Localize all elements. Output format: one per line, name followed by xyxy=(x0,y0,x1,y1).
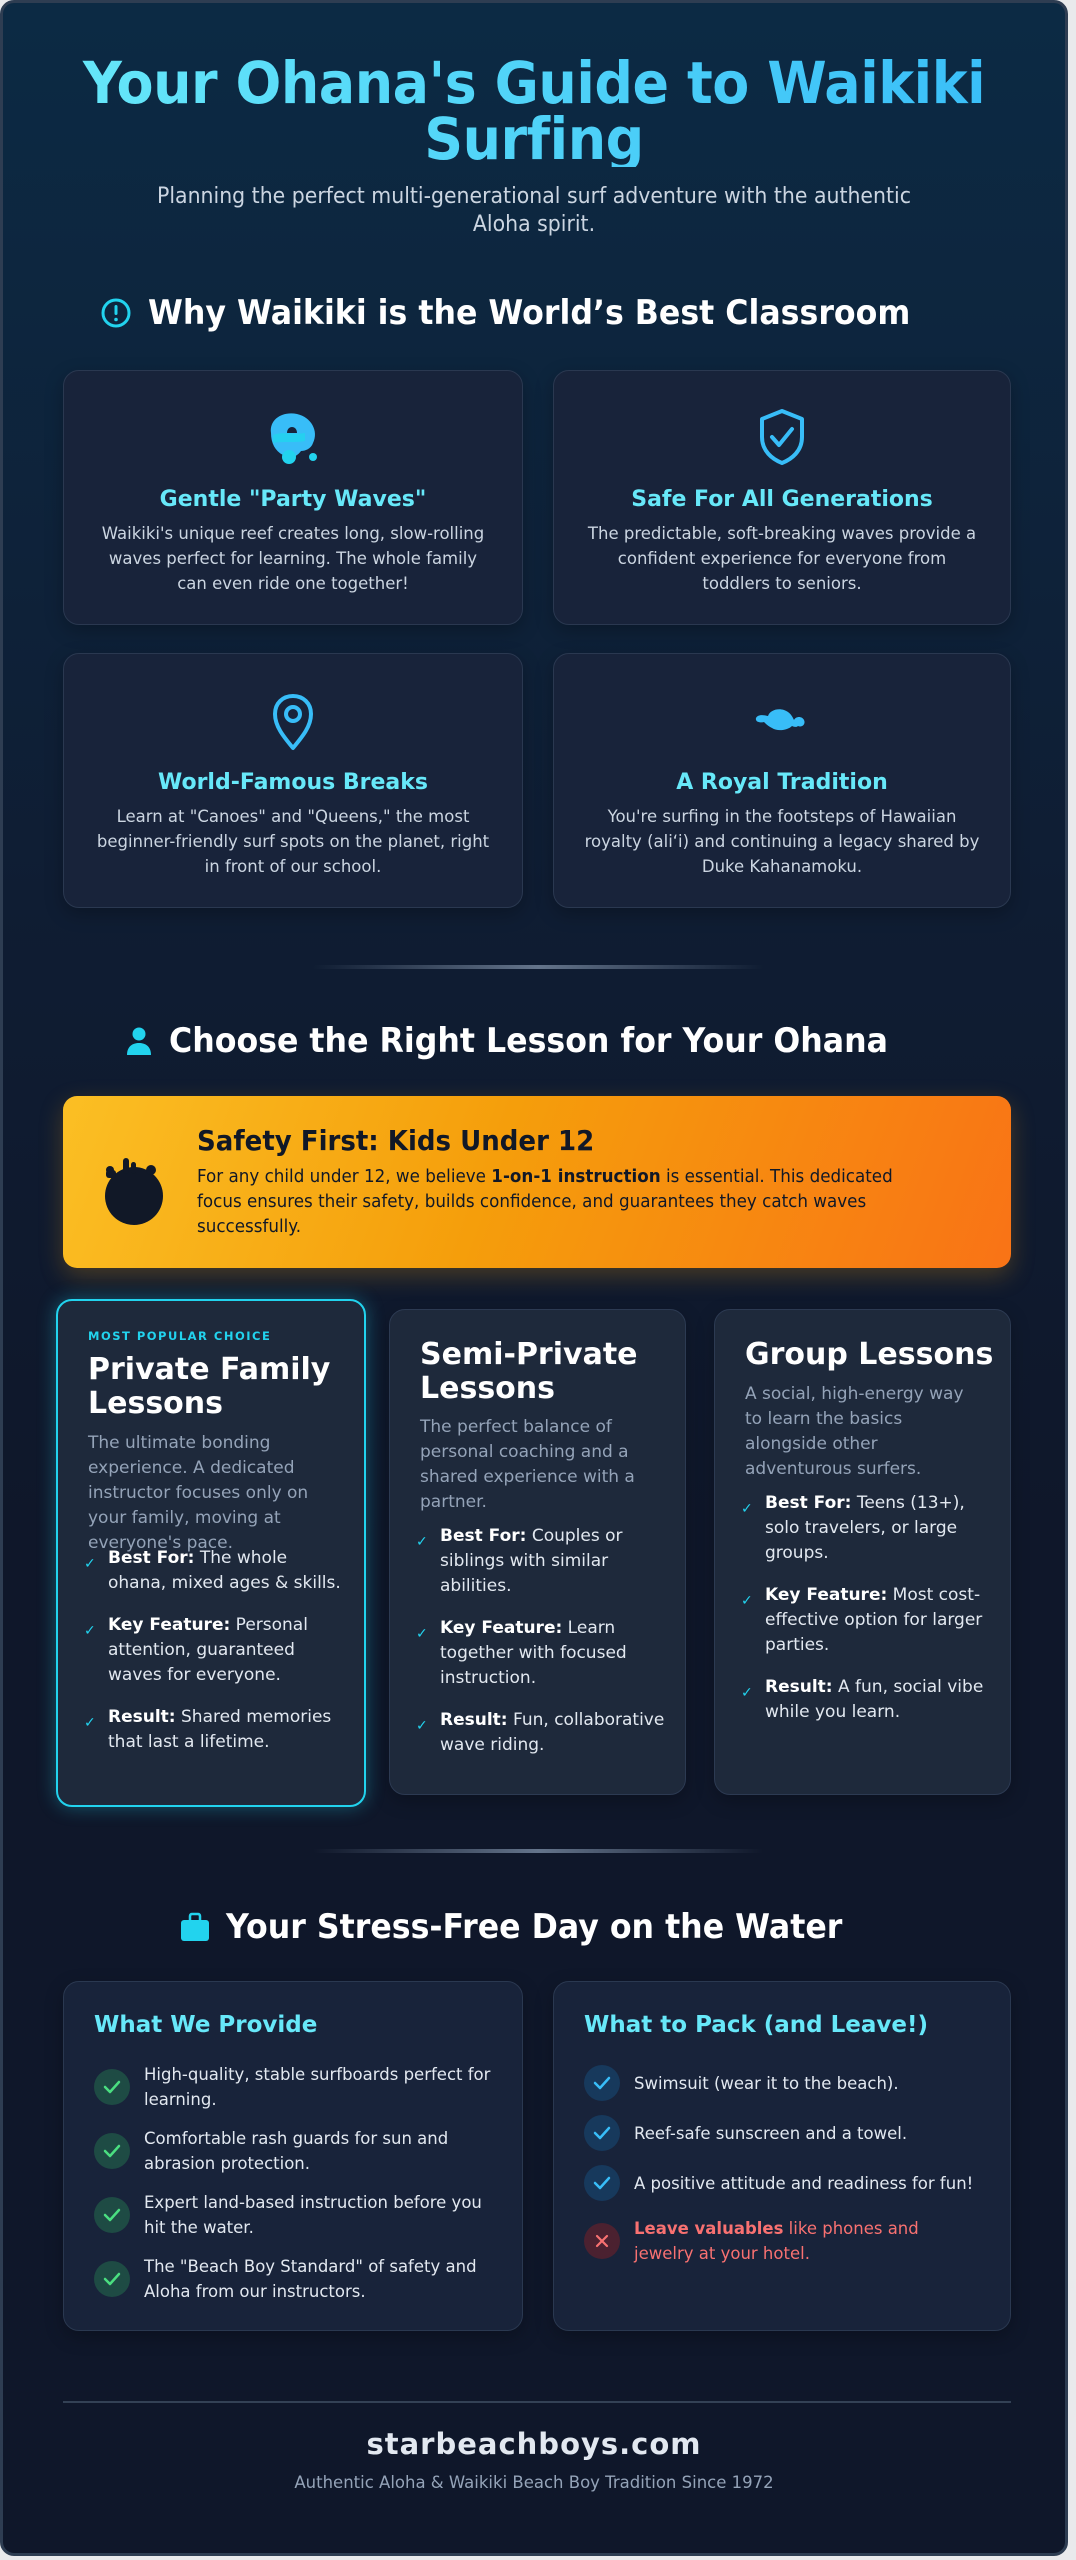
lesson-description: The ultimate bonding experience. A dedicated instructor focuses only on your family, moving at everyone's pace. xyxy=(88,1433,309,1553)
x-circle-icon xyxy=(584,2223,620,2259)
check-icon: ✓ xyxy=(416,1534,428,1550)
feature-title: World-Famous Breaks xyxy=(157,770,428,795)
pack-card xyxy=(553,1981,1011,2331)
check-circle-icon xyxy=(584,2165,620,2201)
lesson-bullet: ✓ Best For: Couples or siblings with similar abilities. xyxy=(416,1526,623,1596)
map-pin-icon xyxy=(261,688,325,752)
lesson-bullet: ✓ Key Feature: Learn together with focused instruction. xyxy=(416,1618,627,1688)
safety-text: For any child under 12, we believe 1-on-1 instruction is essential. This dedicated focus ensures their safety, builds confidence, and guarantees they catch waves successfully. xyxy=(197,1166,893,1237)
lesson-bullet: ✓ Result: Fun, collaborative wave riding. xyxy=(416,1710,665,1755)
footer-brand-link[interactable]: starbeachboys.com xyxy=(366,2427,702,2461)
briefcase-icon xyxy=(180,1912,210,1942)
feature-text: You're surfing in the footsteps of Hawaiian royalty (ali‘i) and continuing a legacy shared by Duke Kahanamoku. xyxy=(584,807,980,876)
feature-card-royal xyxy=(553,653,1011,908)
provide-item: Comfortable rash guards for sun and abrasion protection. xyxy=(94,2126,492,2176)
lesson-description: A social, high-energy way to learn the basics alongside other adventurous surfers. xyxy=(745,1384,964,1479)
lesson-bullet: ✓ Result: A fun, social vibe while you learn. xyxy=(741,1677,984,1722)
lesson-description: The perfect balance of personal coaching and a shared experience with a partner. xyxy=(420,1417,635,1512)
page-title: Your Ohana's Guide to Waikiki Surfing xyxy=(40,55,1028,167)
feature-title: Safe For All Generations xyxy=(631,487,933,512)
check-circle-icon xyxy=(584,2115,620,2151)
shield-check-icon xyxy=(750,405,814,469)
section-title-why: Why Waikiki is the World’s Best Classroom xyxy=(3,293,1065,333)
feature-card-breaks xyxy=(63,653,523,908)
alert-circle-icon xyxy=(100,297,132,329)
provide-item: Expert land-based instruction before you hit the water. xyxy=(94,2190,492,2240)
child-icon xyxy=(101,1146,171,1226)
lesson-card-semi-private[interactable] xyxy=(389,1309,686,1795)
footer-tagline: Authentic Aloha & Waikiki Beach Boy Tradition Since 1972 xyxy=(294,2473,774,2492)
section-title-day: Your Stress-Free Day on the Water xyxy=(3,1907,1065,1947)
lesson-bullets xyxy=(414,1524,665,1775)
lesson-bullets xyxy=(739,1491,990,1742)
check-icon: ✓ xyxy=(741,1685,753,1701)
feature-text: Learn at "Canoes" and "Queens," the most beginner-friendly surf spots on the planet, right in front of our school. xyxy=(96,807,490,876)
lesson-title: Group Lessons xyxy=(745,1337,994,1372)
lesson-card-group[interactable] xyxy=(714,1309,1011,1795)
safety-title: Safety First: Kids Under 12 xyxy=(197,1124,595,1157)
check-circle-icon xyxy=(94,2197,130,2233)
safety-callout xyxy=(63,1096,1011,1268)
provide-list xyxy=(94,2062,492,2304)
footer-divider xyxy=(63,2401,1011,2403)
check-circle-icon xyxy=(94,2069,130,2105)
lesson-bullet: ✓ Best For: Teens (13+), solo travelers, or large groups. xyxy=(741,1493,965,1563)
lesson-title: Semi-Private Lessons xyxy=(420,1337,638,1406)
user-icon xyxy=(125,1026,153,1056)
section-title-lessons: Choose the Right Lesson for Your Ohana xyxy=(3,1021,1065,1061)
lesson-bullet: ✓ Key Feature: Personal attention, guaranteed waves for everyone. xyxy=(84,1615,308,1685)
check-icon: ✓ xyxy=(741,1593,753,1609)
provide-item: The "Beach Boy Standard" of safety and Aloha from our instructors. xyxy=(94,2254,492,2304)
pack-item: Swimsuit (wear it to the beach). xyxy=(584,2065,980,2101)
lesson-card-private-family[interactable] xyxy=(56,1299,366,1807)
lesson-bullets xyxy=(82,1546,344,1772)
pack-warning-item: Leave valuables like phones and jewelry at your hotel. xyxy=(584,2215,980,2267)
check-icon: ✓ xyxy=(84,1623,96,1639)
feature-text: The predictable, soft-breaking waves provide a confident experience for everyone from toddlers to seniors. xyxy=(587,524,977,593)
check-icon: ✓ xyxy=(741,1501,753,1517)
lesson-bullet: ✓ Key Feature: Most cost-effective option for larger parties. xyxy=(741,1585,983,1655)
popular-badge: MOST POPULAR CHOICE xyxy=(88,1329,272,1343)
page-subtitle: Planning the perfect multi-generational surf adventure with the authentic Aloha spirit. xyxy=(157,184,911,237)
section-divider xyxy=(313,965,763,969)
check-circle-icon xyxy=(94,2261,130,2297)
check-circle-icon xyxy=(584,2065,620,2101)
check-circle-icon xyxy=(94,2133,130,2169)
wave-icon xyxy=(261,405,325,469)
provide-item: High-quality, stable surfboards perfect for learning. xyxy=(94,2062,492,2112)
feature-text: Waikiki's unique reef creates long, slow-rolling waves perfect for learning. The whole family can even ride one together! xyxy=(101,524,485,593)
lesson-bullet: ✓ Result: Shared memories that last a lifetime. xyxy=(84,1707,332,1752)
pack-list xyxy=(584,2065,980,2267)
feature-title: Gentle "Party Waves" xyxy=(159,487,427,512)
section-divider xyxy=(313,1849,763,1853)
check-icon: ✓ xyxy=(416,1718,428,1734)
provide-card xyxy=(63,1981,523,2331)
lesson-bullet: ✓ Best For: The whole ohana, mixed ages & skills. xyxy=(84,1548,341,1593)
pack-item: A positive attitude and readiness for fun! xyxy=(584,2165,980,2201)
lesson-title: Private Family Lessons xyxy=(88,1352,331,1421)
pack-item: Reef-safe sunscreen and a towel. xyxy=(584,2115,980,2151)
pack-title: What to Pack (and Leave!) xyxy=(584,2012,929,2038)
feature-title: A Royal Tradition xyxy=(676,770,888,795)
provide-title: What We Provide xyxy=(94,2012,318,2038)
check-icon: ✓ xyxy=(416,1626,428,1642)
check-icon: ✓ xyxy=(84,1715,96,1731)
royal-cloud-icon xyxy=(750,688,814,752)
feature-card-party-waves xyxy=(63,370,523,625)
check-icon: ✓ xyxy=(84,1556,96,1572)
feature-card-safe xyxy=(553,370,1011,625)
